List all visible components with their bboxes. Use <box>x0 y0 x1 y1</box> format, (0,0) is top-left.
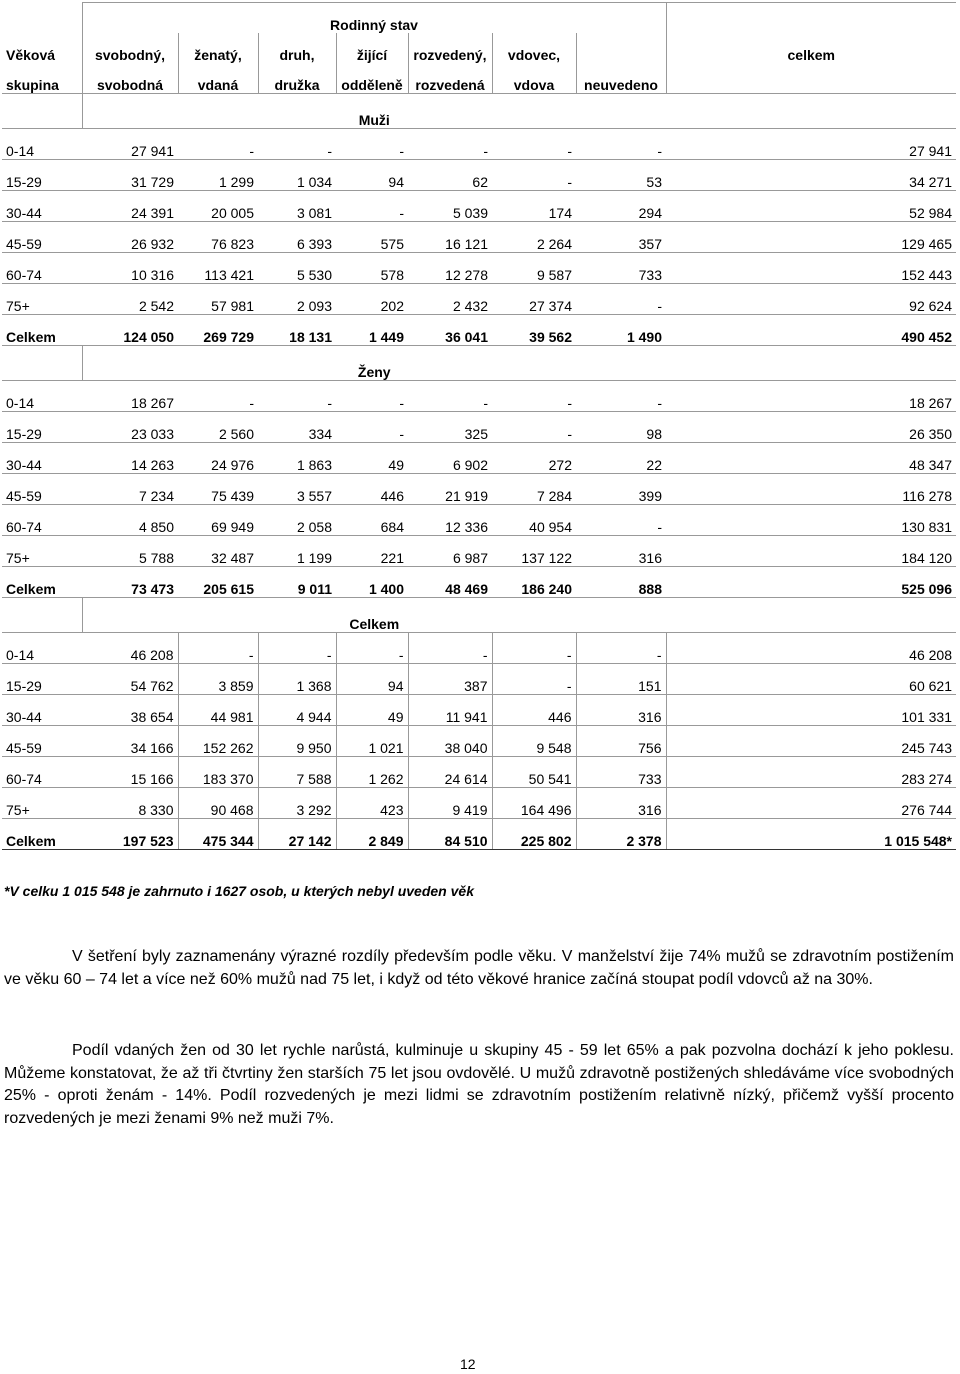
table-cell: 60 621 <box>666 664 956 695</box>
table-cell: 48 347 <box>666 443 956 474</box>
table-row <box>2 191 956 222</box>
header-cell <box>576 33 666 63</box>
paragraph-1-text: V šetření byly zaznamenány výrazné rozdíly především podle věku. V manželství žije 74% mužů se zdravotním postižením ve věku 60 – 74 let a více než 60% mužů nad 75 let, i když od této věkové hranice začíná stoupat podíl vdovců až na 30%. <box>4 948 954 988</box>
header-cell: ženatý, <box>178 33 258 63</box>
table-cell: 73 473 <box>82 567 178 598</box>
table-cell: 30-44 <box>2 443 82 474</box>
table-cell: 733 <box>576 757 666 788</box>
section-header-row <box>2 346 956 381</box>
table-cell: 225 802 <box>492 819 576 850</box>
header-cell: druh, <box>258 33 336 63</box>
table-cell: 27 142 <box>258 819 336 850</box>
table-row <box>2 726 956 757</box>
table-cell: 152 262 <box>178 726 258 757</box>
table-cell: 1 021 <box>336 726 408 757</box>
table-cell: 52 984 <box>666 191 956 222</box>
table-cell: 18 267 <box>666 381 956 412</box>
table-cell: 1 449 <box>336 315 408 346</box>
table-cell: 18 267 <box>82 381 178 412</box>
table-cell: 45-59 <box>2 726 82 757</box>
table-cell: - <box>258 633 336 664</box>
table-row <box>2 788 956 819</box>
table-cell: 525 096 <box>666 567 956 598</box>
table-cell: 48 469 <box>408 567 492 598</box>
table-cell: - <box>492 129 576 160</box>
table-cell: 0-14 <box>2 633 82 664</box>
table-cell: 283 274 <box>666 757 956 788</box>
table-cell: - <box>492 412 576 443</box>
table-cell: 30-44 <box>2 695 82 726</box>
header-cell: rozvedená <box>408 63 492 94</box>
section-empty-cell <box>666 94 956 129</box>
table-cell: 733 <box>576 253 666 284</box>
table-cell: 46 208 <box>82 633 178 664</box>
table-cell: 75+ <box>2 284 82 315</box>
table-cell: 15 166 <box>82 757 178 788</box>
table-cell: 30-44 <box>2 191 82 222</box>
table-cell: 75+ <box>2 536 82 567</box>
section-empty-cell <box>2 94 82 129</box>
table-cell: 113 421 <box>178 253 258 284</box>
table-cell: 316 <box>576 788 666 819</box>
table-cell: 186 240 <box>492 567 576 598</box>
table-cell: 197 523 <box>82 819 178 850</box>
table-row <box>2 443 956 474</box>
table-cell: 3 292 <box>258 788 336 819</box>
table-cell: 60-74 <box>2 505 82 536</box>
table-cell: 2 093 <box>258 284 336 315</box>
table-footnote: *V celku 1 015 548 je zahrnuto i 1627 osob, u kterých nebyl uveden věk <box>4 883 474 899</box>
table-cell: 1 368 <box>258 664 336 695</box>
table-cell: - <box>408 381 492 412</box>
section-header-row <box>2 94 956 129</box>
table-row <box>2 381 956 412</box>
header-cell: družka <box>258 63 336 94</box>
header-cell <box>666 63 956 94</box>
header-cell: rozvedený, <box>408 33 492 63</box>
table-cell: 6 902 <box>408 443 492 474</box>
table-cell: 129 465 <box>666 222 956 253</box>
table-cell: 75 439 <box>178 474 258 505</box>
table-cell: 101 331 <box>666 695 956 726</box>
table-cell: 16 121 <box>408 222 492 253</box>
table-cell: - <box>576 129 666 160</box>
table-cell: 45-59 <box>2 474 82 505</box>
table-cell: 46 208 <box>666 633 956 664</box>
paragraph-2-text: Podíl vdaných žen od 30 let rychle narůstá, kulminuje u skupiny 45 - 59 let 65% a pak pozvolna dochází k jeho poklesu. Můžeme konstatovat, že až tři čtvrtiny žen starších 75 let jsou ovdovělé. U mužů zdravotně postižených shledáváme více svobodných 25% - oproti ženám - 14%. Podíl rozvedených je mezi lidmi se zdravotním postižením relativně nízký, přičemž vyšší procento rozvedených je mezi ženami 9% než muži 7%. <box>4 1042 954 1127</box>
table-row <box>2 129 956 160</box>
table-cell: 14 263 <box>82 443 178 474</box>
table-cell: 92 624 <box>666 284 956 315</box>
table-cell: 15-29 <box>2 412 82 443</box>
table-cell: 76 823 <box>178 222 258 253</box>
table-cell: 26 350 <box>666 412 956 443</box>
table-cell: 38 654 <box>82 695 178 726</box>
section-header-row <box>2 598 956 633</box>
table-cell: 5 039 <box>408 191 492 222</box>
table-cell: 446 <box>336 474 408 505</box>
table-cell: - <box>576 381 666 412</box>
table-cell: - <box>492 160 576 191</box>
table-cell: 6 393 <box>258 222 336 253</box>
table-cell: 3 557 <box>258 474 336 505</box>
table-cell: 60-74 <box>2 253 82 284</box>
table-cell: 40 954 <box>492 505 576 536</box>
table-row <box>2 284 956 315</box>
table-cell: 7 588 <box>258 757 336 788</box>
table-cell: 151 <box>576 664 666 695</box>
table-cell: - <box>178 129 258 160</box>
header-rodinny-stav: Rodinný stav <box>82 3 666 34</box>
table-cell: 475 344 <box>178 819 258 850</box>
table-cell: 50 541 <box>492 757 576 788</box>
table-cell: - <box>336 381 408 412</box>
header-cell: Věková <box>6 47 56 63</box>
table-cell: 124 050 <box>82 315 178 346</box>
table-total-row <box>2 819 956 850</box>
table-cell: 2 560 <box>178 412 258 443</box>
table-cell: 8 330 <box>82 788 178 819</box>
table-cell: 9 419 <box>408 788 492 819</box>
table-cell: 49 <box>336 443 408 474</box>
table-cell: 272 <box>492 443 576 474</box>
section-title: Celkem <box>82 598 666 633</box>
table-cell: 44 981 <box>178 695 258 726</box>
table-cell: 221 <box>336 536 408 567</box>
section-empty-cell <box>666 346 956 381</box>
table-cell: 183 370 <box>178 757 258 788</box>
table-cell: 10 316 <box>82 253 178 284</box>
marital-status-table <box>2 2 956 850</box>
table-cell: 23 033 <box>82 412 178 443</box>
table-cell: 22 <box>576 443 666 474</box>
table-cell: 57 981 <box>178 284 258 315</box>
table-cell: 0-14 <box>2 381 82 412</box>
table-cell: - <box>492 633 576 664</box>
table-row <box>2 664 956 695</box>
table-cell: 7 284 <box>492 474 576 505</box>
table-cell: 34 271 <box>666 160 956 191</box>
table-cell: 94 <box>336 664 408 695</box>
table-row <box>2 253 956 284</box>
table-row <box>2 695 956 726</box>
table-cell: 399 <box>576 474 666 505</box>
table-cell: 9 548 <box>492 726 576 757</box>
table-cell: 39 562 <box>492 315 576 346</box>
table-cell: 888 <box>576 567 666 598</box>
table-cell: 53 <box>576 160 666 191</box>
table-cell: 31 729 <box>82 160 178 191</box>
table-cell: 152 443 <box>666 253 956 284</box>
table-cell: 12 336 <box>408 505 492 536</box>
table-cell: - <box>178 633 258 664</box>
table-cell: 1 490 <box>576 315 666 346</box>
table-cell: 316 <box>576 536 666 567</box>
table-cell: 387 <box>408 664 492 695</box>
table-cell: Celkem <box>2 315 82 346</box>
table-cell: 205 615 <box>178 567 258 598</box>
table-cell: 20 005 <box>178 191 258 222</box>
table-cell: 164 496 <box>492 788 576 819</box>
table-cell: 32 487 <box>178 536 258 567</box>
table-cell: 1 863 <box>258 443 336 474</box>
table-cell: 2 264 <box>492 222 576 253</box>
table-cell: 2 542 <box>82 284 178 315</box>
header-cell: svobodná <box>82 63 178 94</box>
table-cell: 1 299 <box>178 160 258 191</box>
paragraph-1 <box>4 946 954 991</box>
table-cell: 15-29 <box>2 160 82 191</box>
table-row <box>2 505 956 536</box>
table-cell: 490 452 <box>666 315 956 346</box>
table-cell: - <box>576 633 666 664</box>
table-cell: 423 <box>336 788 408 819</box>
table-cell: 269 729 <box>178 315 258 346</box>
table-row <box>2 536 956 567</box>
table-cell: 684 <box>336 505 408 536</box>
header-cell: odděleně <box>336 63 408 94</box>
header-cell: vdovec, <box>492 33 576 63</box>
table-cell: 94 <box>336 160 408 191</box>
table-row <box>2 412 956 443</box>
table-cell: 7 234 <box>82 474 178 505</box>
table-cell: 15-29 <box>2 664 82 695</box>
table-cell: - <box>258 381 336 412</box>
paragraph-2 <box>4 1040 954 1130</box>
table-cell: 75+ <box>2 788 82 819</box>
table-row <box>2 757 956 788</box>
table-cell: - <box>492 664 576 695</box>
table-cell: 575 <box>336 222 408 253</box>
table-cell: 84 510 <box>408 819 492 850</box>
table-cell: - <box>336 129 408 160</box>
table-cell: 24 614 <box>408 757 492 788</box>
table-row <box>2 474 956 505</box>
table-cell: 137 122 <box>492 536 576 567</box>
header-empty-cell <box>2 3 82 34</box>
table-cell: 60-74 <box>2 757 82 788</box>
table-cell: 38 040 <box>408 726 492 757</box>
section-empty-cell <box>2 598 82 633</box>
table-cell: 21 919 <box>408 474 492 505</box>
table-cell: 325 <box>408 412 492 443</box>
header-cell: celkem <box>666 33 956 63</box>
table-cell: - <box>492 381 576 412</box>
table-cell: 49 <box>336 695 408 726</box>
table-cell: 90 468 <box>178 788 258 819</box>
header-row2 <box>2 63 956 94</box>
table-cell: 12 278 <box>408 253 492 284</box>
table-cell: 2 849 <box>336 819 408 850</box>
table-cell: 130 831 <box>666 505 956 536</box>
table-cell: - <box>576 284 666 315</box>
table-cell: 1 015 548* <box>666 819 956 850</box>
header-cell: vdova <box>492 63 576 94</box>
section-title: Muži <box>82 94 666 129</box>
header-empty-cell <box>666 3 956 34</box>
table-cell: 1 034 <box>258 160 336 191</box>
table-cell: 294 <box>576 191 666 222</box>
table-cell: 5 788 <box>82 536 178 567</box>
table-cell: 24 976 <box>178 443 258 474</box>
table-cell: 9 587 <box>492 253 576 284</box>
table-cell: 9 950 <box>258 726 336 757</box>
table-cell: 27 374 <box>492 284 576 315</box>
section-empty-cell <box>2 346 82 381</box>
table-cell: 69 949 <box>178 505 258 536</box>
table-cell: 316 <box>576 695 666 726</box>
table-cell: 756 <box>576 726 666 757</box>
table-cell: 357 <box>576 222 666 253</box>
table-cell: 276 744 <box>666 788 956 819</box>
header-cell: skupina <box>2 63 82 94</box>
table-cell: 3 081 <box>258 191 336 222</box>
table-row <box>2 222 956 253</box>
table-cell: 2 058 <box>258 505 336 536</box>
table-cell: 5 530 <box>258 253 336 284</box>
table-cell: 0-14 <box>2 129 82 160</box>
table-row <box>2 633 956 664</box>
table-cell: 34 166 <box>82 726 178 757</box>
table-row <box>2 160 956 191</box>
section-empty-cell <box>666 598 956 633</box>
page-number: 12 <box>460 1356 476 1372</box>
table-cell: 245 743 <box>666 726 956 757</box>
table-total-row <box>2 567 956 598</box>
table-cell: 578 <box>336 253 408 284</box>
table-cell: 6 987 <box>408 536 492 567</box>
header-cell: žijící <box>336 33 408 63</box>
table-cell: - <box>178 381 258 412</box>
table-cell: Celkem <box>2 567 82 598</box>
table-cell: - <box>258 129 336 160</box>
table-cell: 62 <box>408 160 492 191</box>
header-cell: svobodný, <box>82 33 178 63</box>
table-cell: - <box>576 505 666 536</box>
table-cell: 45-59 <box>2 222 82 253</box>
header-cell: vdaná <box>178 63 258 94</box>
table-cell: 1 262 <box>336 757 408 788</box>
section-title: Ženy <box>82 346 666 381</box>
table-cell: 202 <box>336 284 408 315</box>
table-cell: 11 941 <box>408 695 492 726</box>
table-cell: - <box>336 412 408 443</box>
table-cell: 18 131 <box>258 315 336 346</box>
table-cell: 4 850 <box>82 505 178 536</box>
table-cell: 98 <box>576 412 666 443</box>
table-cell: 26 932 <box>82 222 178 253</box>
table-cell: 1 199 <box>258 536 336 567</box>
table-cell: 1 400 <box>336 567 408 598</box>
table-cell: 116 278 <box>666 474 956 505</box>
table-cell: 24 391 <box>82 191 178 222</box>
table-cell: - <box>336 633 408 664</box>
table-cell: 36 041 <box>408 315 492 346</box>
table-cell: - <box>336 191 408 222</box>
table-cell: Celkem <box>2 819 82 850</box>
table-cell: 2 378 <box>576 819 666 850</box>
table-total-row <box>2 315 956 346</box>
table-cell: 4 944 <box>258 695 336 726</box>
table-cell: 27 941 <box>82 129 178 160</box>
table-cell: 3 859 <box>178 664 258 695</box>
table-cell: 174 <box>492 191 576 222</box>
table-cell: 446 <box>492 695 576 726</box>
header-cell: neuvedeno <box>576 63 666 94</box>
table-cell: 334 <box>258 412 336 443</box>
header-row1 <box>2 33 956 63</box>
table-cell: - <box>408 633 492 664</box>
table-cell: 27 941 <box>666 129 956 160</box>
table-cell: 9 011 <box>258 567 336 598</box>
table-cell: 2 432 <box>408 284 492 315</box>
table-cell: 54 762 <box>82 664 178 695</box>
table-cell: 184 120 <box>666 536 956 567</box>
table-cell: - <box>408 129 492 160</box>
